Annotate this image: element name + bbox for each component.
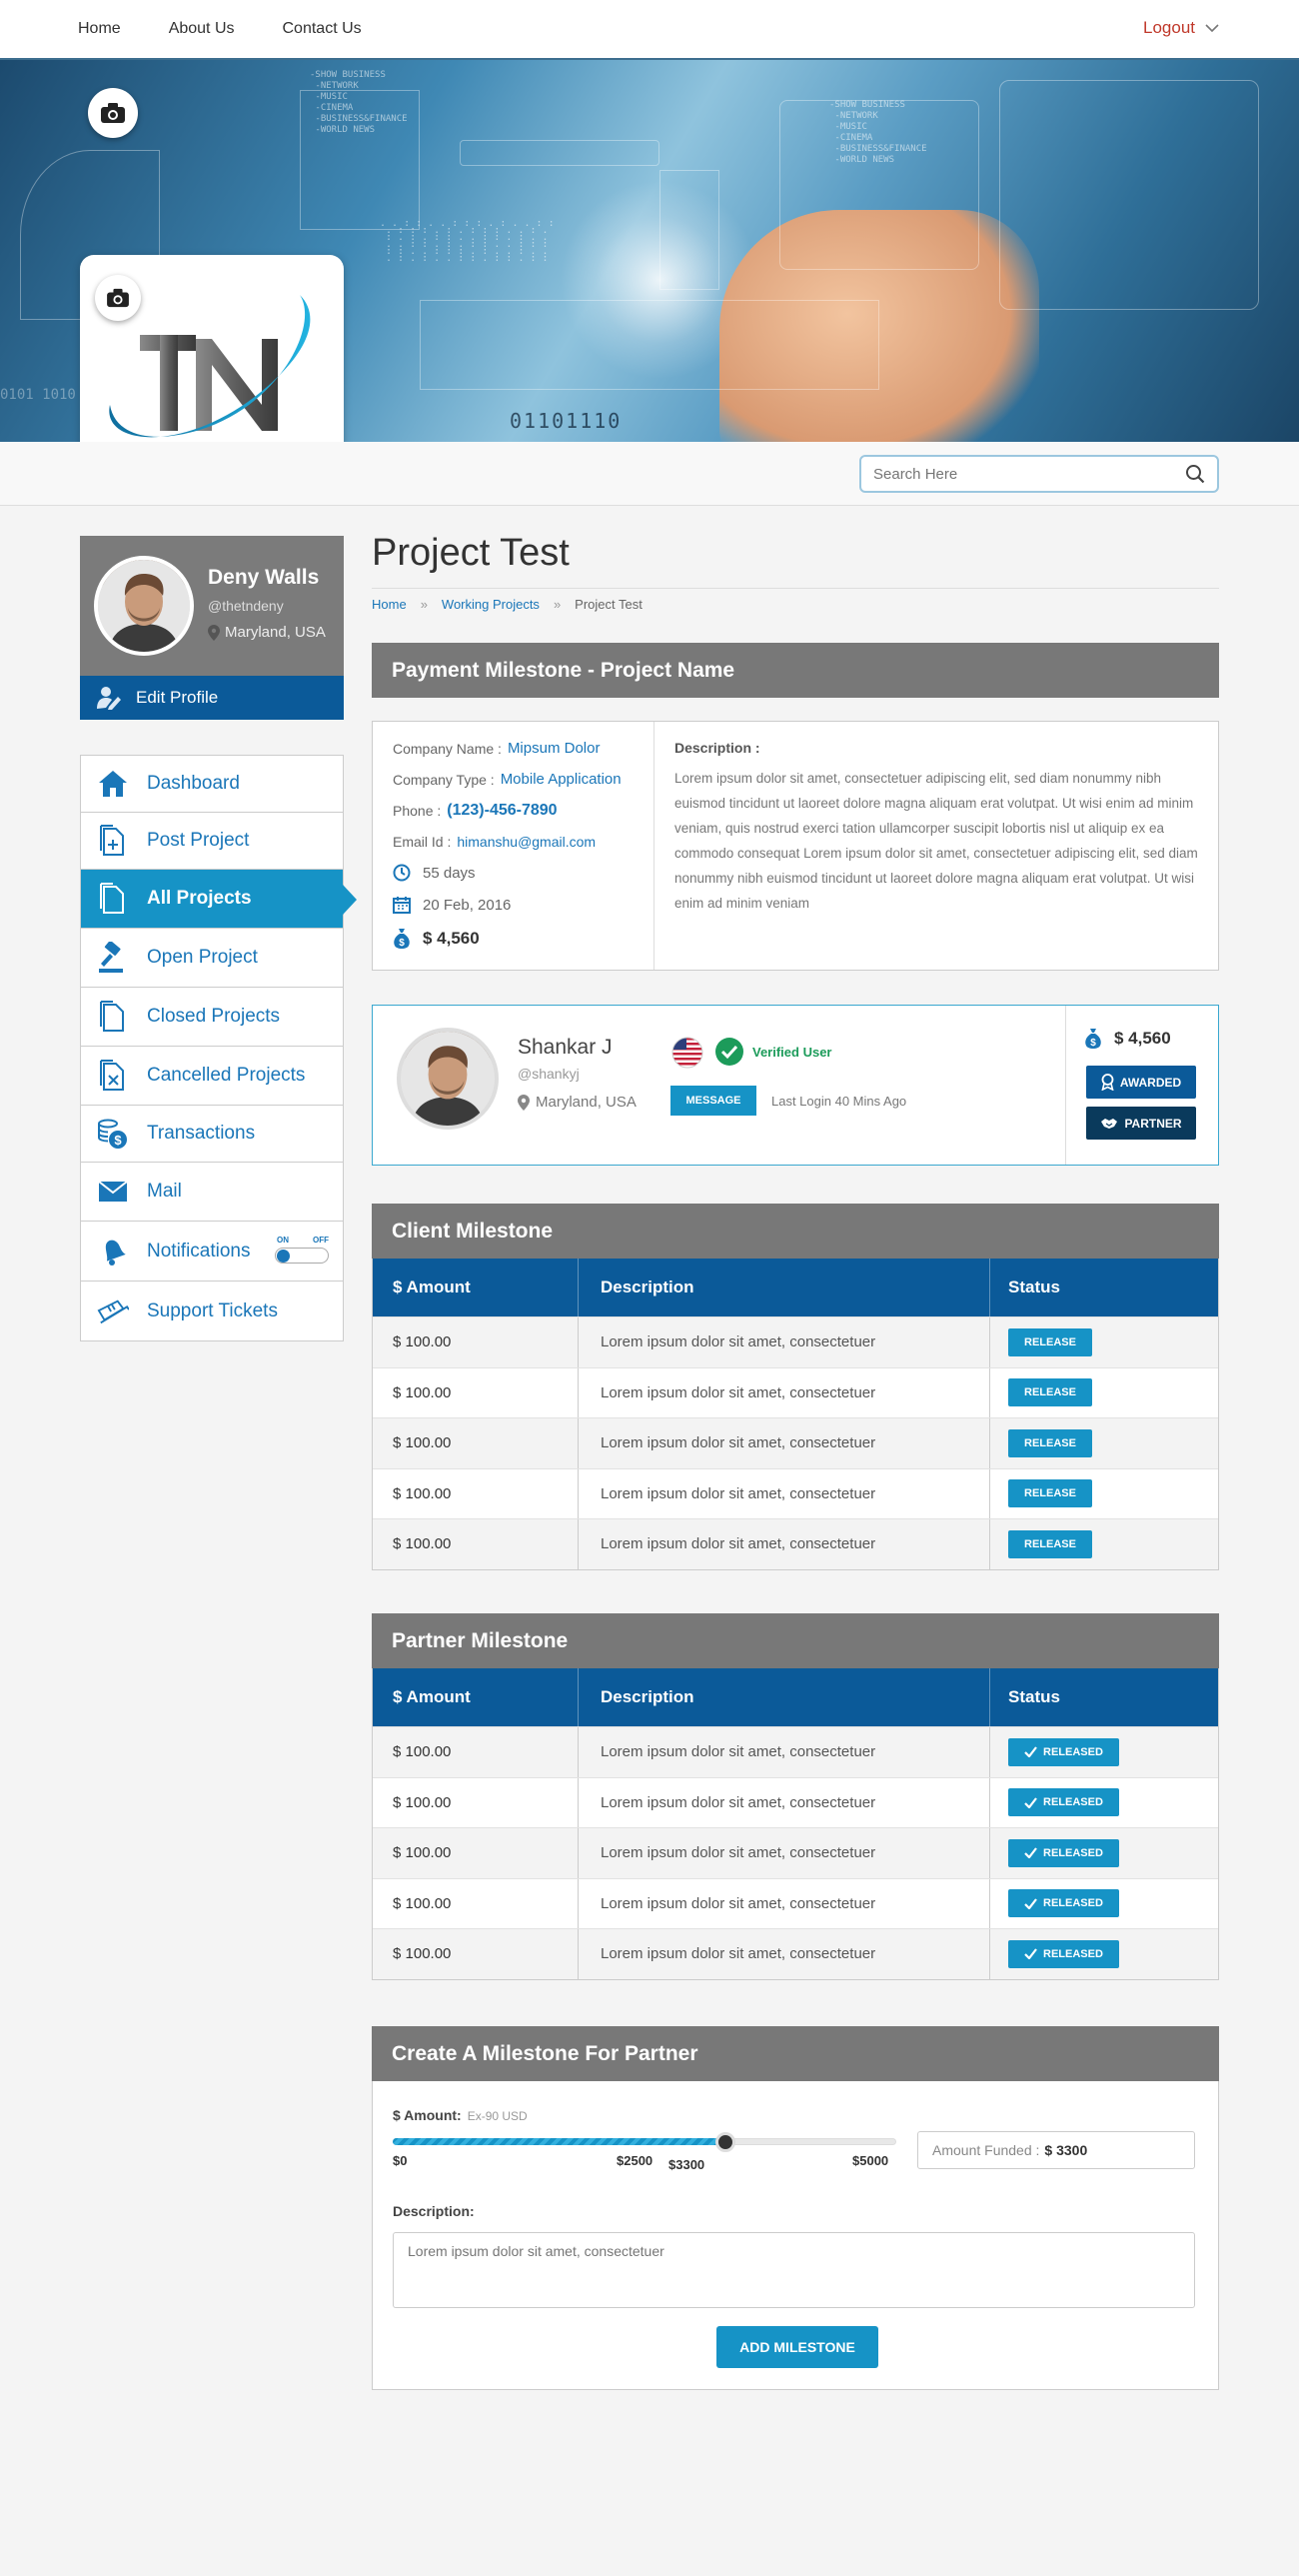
page-title: Project Test	[372, 532, 570, 574]
table-row	[373, 1777, 1218, 1828]
user-photo-icon	[98, 560, 190, 652]
phone-label: Phone :	[393, 803, 442, 819]
user-handle: @shankyj	[518, 1066, 580, 1082]
cover-camera-button[interactable]	[88, 88, 138, 138]
sidebar-item-all-projects[interactable]	[81, 870, 343, 929]
partner-milestone-table	[372, 1668, 1219, 1980]
coins-icon	[97, 1118, 129, 1150]
check-icon	[1024, 1797, 1037, 1808]
sidebar-item-label: Dashboard	[147, 773, 240, 794]
row-status	[990, 1317, 1218, 1367]
money-bag-icon	[393, 928, 411, 950]
sidebar-item-label: Post Project	[147, 830, 250, 851]
status-label: RELEASE	[1024, 1537, 1076, 1550]
row-status	[990, 1519, 1218, 1569]
awarded-label: AWARDED	[1119, 1075, 1182, 1090]
calendar-icon	[393, 896, 411, 914]
row-amount: $ 100.00	[373, 1929, 579, 1979]
row-status	[990, 1469, 1218, 1519]
row-amount: $ 100.00	[373, 1418, 579, 1468]
table-row	[373, 1367, 1218, 1418]
breadcrumb-separator-icon: »	[420, 597, 428, 612]
status-label: RELEASED	[1043, 1947, 1103, 1960]
email-label: Email Id :	[393, 834, 452, 850]
column-description: Description	[579, 1668, 990, 1726]
table-header	[373, 1668, 1218, 1726]
nav-contact-link[interactable]: Contact Us	[282, 20, 362, 37]
sidebar-item-mail[interactable]	[81, 1163, 343, 1222]
status-label: RELEASED	[1043, 1796, 1103, 1809]
row-amount: $ 100.00	[373, 1317, 579, 1367]
amount-funded-label: Amount Funded :	[932, 2142, 1040, 2158]
sidebar-item-label: Cancelled Projects	[147, 1065, 306, 1086]
handshake-icon	[1100, 1118, 1118, 1130]
slider-fill	[393, 2138, 725, 2145]
user-location-text: Maryland, USA	[536, 1094, 637, 1111]
sidebar-item-label: Closed Projects	[147, 1006, 281, 1027]
company-type-row	[393, 771, 653, 788]
user-name[interactable]: Shankar J	[518, 1036, 613, 1059]
released-button[interactable]	[1008, 1940, 1119, 1968]
edit-profile-label: Edit Profile	[136, 688, 219, 707]
breadcrumb-current: Project Test	[575, 597, 643, 612]
breadcrumb-separator-icon: »	[553, 597, 562, 612]
create-milestone-title: Create A Milestone For Partner	[392, 2041, 698, 2065]
released-button[interactable]	[1008, 1889, 1119, 1917]
breadcrumb	[372, 597, 643, 612]
row-description: Lorem ipsum dolor sit amet, consectetuer	[579, 1418, 990, 1468]
row-amount: $ 100.00	[373, 1469, 579, 1519]
profile-handle: @thetndeny	[208, 598, 284, 614]
sidebar-item-open-project[interactable]	[81, 929, 343, 988]
client-milestone-title: Client Milestone	[392, 1219, 554, 1243]
release-button[interactable]	[1008, 1328, 1092, 1356]
release-button[interactable]	[1008, 1479, 1092, 1507]
nav-home-link[interactable]: Home	[78, 20, 121, 37]
row-description: Lorem ipsum dolor sit amet, consectetuer	[579, 1317, 990, 1367]
sidebar-item-cancelled-projects[interactable]	[81, 1047, 343, 1106]
released-button[interactable]	[1008, 1788, 1119, 1816]
notifications-toggle[interactable]	[275, 1236, 331, 1266]
check-icon	[1024, 1746, 1037, 1757]
toggle-on-label: ON	[277, 1236, 289, 1245]
check-icon	[1024, 1847, 1037, 1858]
sidebar-item-label: Transactions	[147, 1123, 256, 1144]
status-label: RELEASED	[1043, 1897, 1103, 1910]
sidebar-menu	[80, 755, 344, 1341]
date-value: 20 Feb, 2016	[423, 896, 512, 914]
check-icon	[1024, 1948, 1037, 1959]
sidebar-item-post-project[interactable]	[81, 813, 343, 870]
last-login-text: Last Login 40 Mins Ago	[771, 1094, 907, 1109]
awarded-button[interactable]	[1086, 1066, 1196, 1099]
sidebar-item-closed-projects[interactable]	[81, 988, 343, 1047]
amount-value: $ 4,560	[423, 929, 480, 948]
document-plus-icon	[97, 825, 129, 857]
avatar	[397, 1028, 499, 1130]
row-description: Lorem ipsum dolor sit amet, consectetuer	[579, 1368, 990, 1418]
release-button[interactable]	[1008, 1429, 1092, 1457]
check-icon	[1024, 1898, 1037, 1909]
chevron-down-icon	[1205, 23, 1219, 33]
amount-label: $ Amount:	[393, 2107, 462, 2123]
svg-text:$: $	[399, 938, 405, 949]
row-status	[990, 1778, 1218, 1828]
title-divider	[372, 588, 1219, 589]
sidebar-item-label: Support Tickets	[147, 1299, 278, 1321]
breadcrumb-working-projects[interactable]: Working Projects	[441, 597, 540, 612]
user-amount-row	[1084, 1028, 1171, 1050]
row-status	[990, 1879, 1218, 1929]
column-description: Description	[579, 1259, 990, 1316]
status-label: RELEASED	[1043, 1846, 1103, 1859]
table-row	[373, 1417, 1218, 1468]
row-amount: $ 100.00	[373, 1828, 579, 1878]
table-row	[373, 1518, 1218, 1569]
partner-button[interactable]	[1086, 1107, 1196, 1140]
bell-icon	[97, 1236, 129, 1268]
user-photo-icon	[401, 1032, 495, 1126]
slider-min-label: $0	[393, 2153, 408, 2168]
row-amount: $ 100.00	[373, 1727, 579, 1777]
documents-icon	[97, 1001, 129, 1033]
sidebar-item-notifications[interactable]	[81, 1222, 343, 1282]
duration-row	[393, 864, 653, 882]
row-description: Lorem ipsum dolor sit amet, consectetuer	[579, 1727, 990, 1777]
nav-about-link[interactable]: About Us	[168, 20, 235, 37]
profile-name: Deny Walls	[208, 566, 320, 589]
column-status: Status	[1008, 1278, 1060, 1296]
row-description: Lorem ipsum dolor sit amet, consectetuer	[579, 1879, 990, 1929]
date-row	[393, 896, 653, 914]
email-row	[393, 834, 653, 850]
profile-location	[208, 624, 326, 641]
add-milestone-button[interactable]: ADD MILESTONE	[716, 2326, 878, 2368]
us-flag-icon	[670, 1036, 704, 1070]
amount-row	[393, 928, 653, 950]
user-location	[518, 1094, 637, 1111]
status-label: RELEASED	[1043, 1745, 1103, 1758]
svg-text:$: $	[114, 1133, 122, 1148]
row-status	[990, 1828, 1218, 1878]
company-name-label: Company Name :	[393, 740, 502, 757]
release-button[interactable]	[1008, 1530, 1092, 1558]
row-status	[990, 1368, 1218, 1418]
logout-menu[interactable]	[1143, 18, 1219, 38]
amount-hint: Ex-90 USD	[467, 2109, 528, 2123]
released-button[interactable]	[1008, 1738, 1119, 1766]
user-amount-value: $ 4,560	[1114, 1029, 1171, 1048]
toggle-off-label: OFF	[313, 1236, 329, 1245]
table-row	[373, 1928, 1218, 1979]
sidebar-item-support-tickets[interactable]	[81, 1282, 343, 1340]
create-description-input[interactable]	[393, 2232, 1195, 2308]
camera-icon	[100, 102, 126, 124]
sidebar-item-transactions[interactable]	[81, 1106, 343, 1163]
partner-milestone-title: Partner Milestone	[392, 1628, 569, 1652]
phone-value: (123)-456-7890	[447, 802, 558, 819]
create-description-label: Description:	[393, 2203, 475, 2219]
row-status	[990, 1929, 1218, 1979]
sidebar-item-label: Open Project	[147, 947, 258, 968]
email-value[interactable]: himanshu@gmail.com	[457, 834, 597, 850]
slider-max-label: $5000	[852, 2153, 889, 2168]
ticket-icon	[97, 1295, 129, 1327]
mail-icon	[97, 1176, 129, 1208]
status-label: RELEASE	[1024, 1487, 1076, 1500]
company-type-label: Company Type :	[393, 771, 495, 788]
slider-mid-label: $2500	[617, 2153, 653, 2168]
user-edit-icon	[96, 685, 122, 711]
row-description: Lorem ipsum dolor sit amet, consectetuer	[579, 1929, 990, 1979]
row-description: Lorem ipsum dolor sit amet, consectetuer	[579, 1519, 990, 1569]
sidebar-item-label: Notifications	[147, 1240, 251, 1262]
amount-funded-box	[917, 2131, 1195, 2169]
gavel-icon	[97, 942, 129, 974]
document-x-icon	[97, 1060, 129, 1092]
payment-milestone-heading	[372, 643, 1219, 698]
award-ribbon-icon	[1101, 1074, 1114, 1091]
top-navbar	[0, 0, 1299, 60]
search-box[interactable]	[859, 455, 1219, 493]
search-icon[interactable]	[1185, 464, 1205, 484]
partner-label: PARTNER	[1124, 1116, 1182, 1131]
create-milestone-heading	[372, 2026, 1219, 2081]
documents-icon	[97, 883, 129, 915]
row-amount: $ 100.00	[373, 1519, 579, 1569]
client-milestone-rows	[373, 1316, 1218, 1569]
svg-text:$: $	[1090, 1038, 1096, 1049]
phone-row	[393, 802, 653, 820]
row-description: Lorem ipsum dolor sit amet, consectetuer	[579, 1469, 990, 1519]
message-button[interactable]: MESSAGE	[670, 1086, 756, 1116]
status-label: RELEASE	[1024, 1386, 1076, 1399]
breadcrumb-home[interactable]: Home	[372, 597, 407, 612]
company-type-value: Mobile Application	[500, 771, 622, 788]
partner-milestone-heading	[372, 1613, 1219, 1668]
amount-slider[interactable]	[393, 2134, 896, 2150]
table-row	[373, 1726, 1218, 1777]
row-description: Lorem ipsum dolor sit amet, consectetuer	[579, 1828, 990, 1878]
column-amount: $ Amount	[373, 1668, 579, 1726]
location-pin-icon	[208, 625, 220, 641]
profile-card	[80, 536, 344, 676]
verified-check-icon	[714, 1037, 744, 1067]
description-text: Lorem ipsum dolor sit amet, consectetuer adipiscing elit, sed diam nonummy nibh euismod tincidunt ut laoreet dolore magna aliquam erat volutpat. Ut wisi enim ad minim veniam, quis nostrud exerci tation ullamcorper suscipit lobortis nisl ut aliquip ex ea commodo consequat Lorem ipsum dolor sit amet, consectetuer adipiscing elit, sed diam nonummy nibh euismod tincidunt ut laoreet dolore magna aliquam erat volutpat. Ut wisi enim ad minim veniam	[674, 771, 1198, 911]
profile-location-text: Maryland, USA	[225, 624, 326, 641]
column-status: Status	[1008, 1687, 1060, 1706]
table-row	[373, 1316, 1218, 1367]
search-input[interactable]	[873, 466, 1185, 483]
payment-details-panel	[372, 721, 1219, 971]
location-pin-icon	[518, 1095, 530, 1111]
logout-label: Logout	[1143, 18, 1195, 37]
row-amount: $ 100.00	[373, 1778, 579, 1828]
project-description	[674, 740, 1199, 916]
status-label: RELEASE	[1024, 1436, 1076, 1449]
slider-value-label: $3300	[668, 2157, 705, 2172]
client-milestone-heading	[372, 1204, 1219, 1259]
table-row	[373, 1468, 1218, 1519]
sidebar-item-label: All Projects	[147, 888, 252, 909]
amount-field-label	[393, 2107, 528, 2123]
table-row	[373, 1827, 1218, 1878]
release-button[interactable]	[1008, 1378, 1092, 1406]
row-amount: $ 100.00	[373, 1368, 579, 1418]
description-label: Description :	[674, 740, 760, 756]
partner-user-card	[372, 1005, 1219, 1166]
status-label: RELEASE	[1024, 1335, 1076, 1348]
company-details	[373, 722, 654, 970]
toggle-knob	[277, 1250, 290, 1263]
sidebar-item-label: Mail	[147, 1181, 182, 1202]
column-amount: $ Amount	[373, 1259, 579, 1316]
edit-profile-button[interactable]	[80, 676, 344, 720]
partner-milestone-rows	[373, 1726, 1218, 1979]
home-icon	[97, 768, 129, 800]
sidebar-item-dashboard[interactable]	[81, 756, 343, 813]
clock-icon	[393, 864, 411, 882]
duration-value: 55 days	[423, 864, 476, 882]
cover-banner: -SHOW BUSINESS -NETWORK -MUSIC -CINEMA -BUSINESS&FINANCE -WORLD NEWS -SHOW BUSINESS -NETWORK -MUSIC -CINEMA -BUSINESS&FINANCE -WORLD NEWS . . : : . . : : : . : . . : : . : : : . : . : : : . . : . : . : . : : . . : : . : . . . . : : . : . : : . . : : : : : . . : : : . : . . : . . . : . : . . : : . : : . : : 01101110 0101 1010	[0, 60, 1299, 442]
row-status	[990, 1418, 1218, 1468]
row-amount: $ 100.00	[373, 1879, 579, 1929]
table-header	[373, 1259, 1218, 1316]
table-row	[373, 1878, 1218, 1929]
row-status	[990, 1727, 1218, 1777]
client-milestone-table	[372, 1259, 1219, 1570]
verified-user-label: Verified User	[752, 1045, 832, 1060]
money-bag-icon	[1084, 1028, 1102, 1050]
avatar	[94, 556, 194, 656]
row-description: Lorem ipsum dolor sit amet, consectetuer	[579, 1778, 990, 1828]
create-milestone-form	[372, 2081, 1219, 2390]
slider-handle[interactable]	[715, 2132, 735, 2152]
payment-heading-text: Payment Milestone - Project Name	[392, 658, 735, 682]
company-name-value[interactable]: Mipsum Dolor	[507, 740, 601, 757]
company-name-row	[393, 740, 653, 757]
released-button[interactable]	[1008, 1839, 1119, 1867]
amount-funded-value: $ 3300	[1044, 2142, 1088, 2158]
